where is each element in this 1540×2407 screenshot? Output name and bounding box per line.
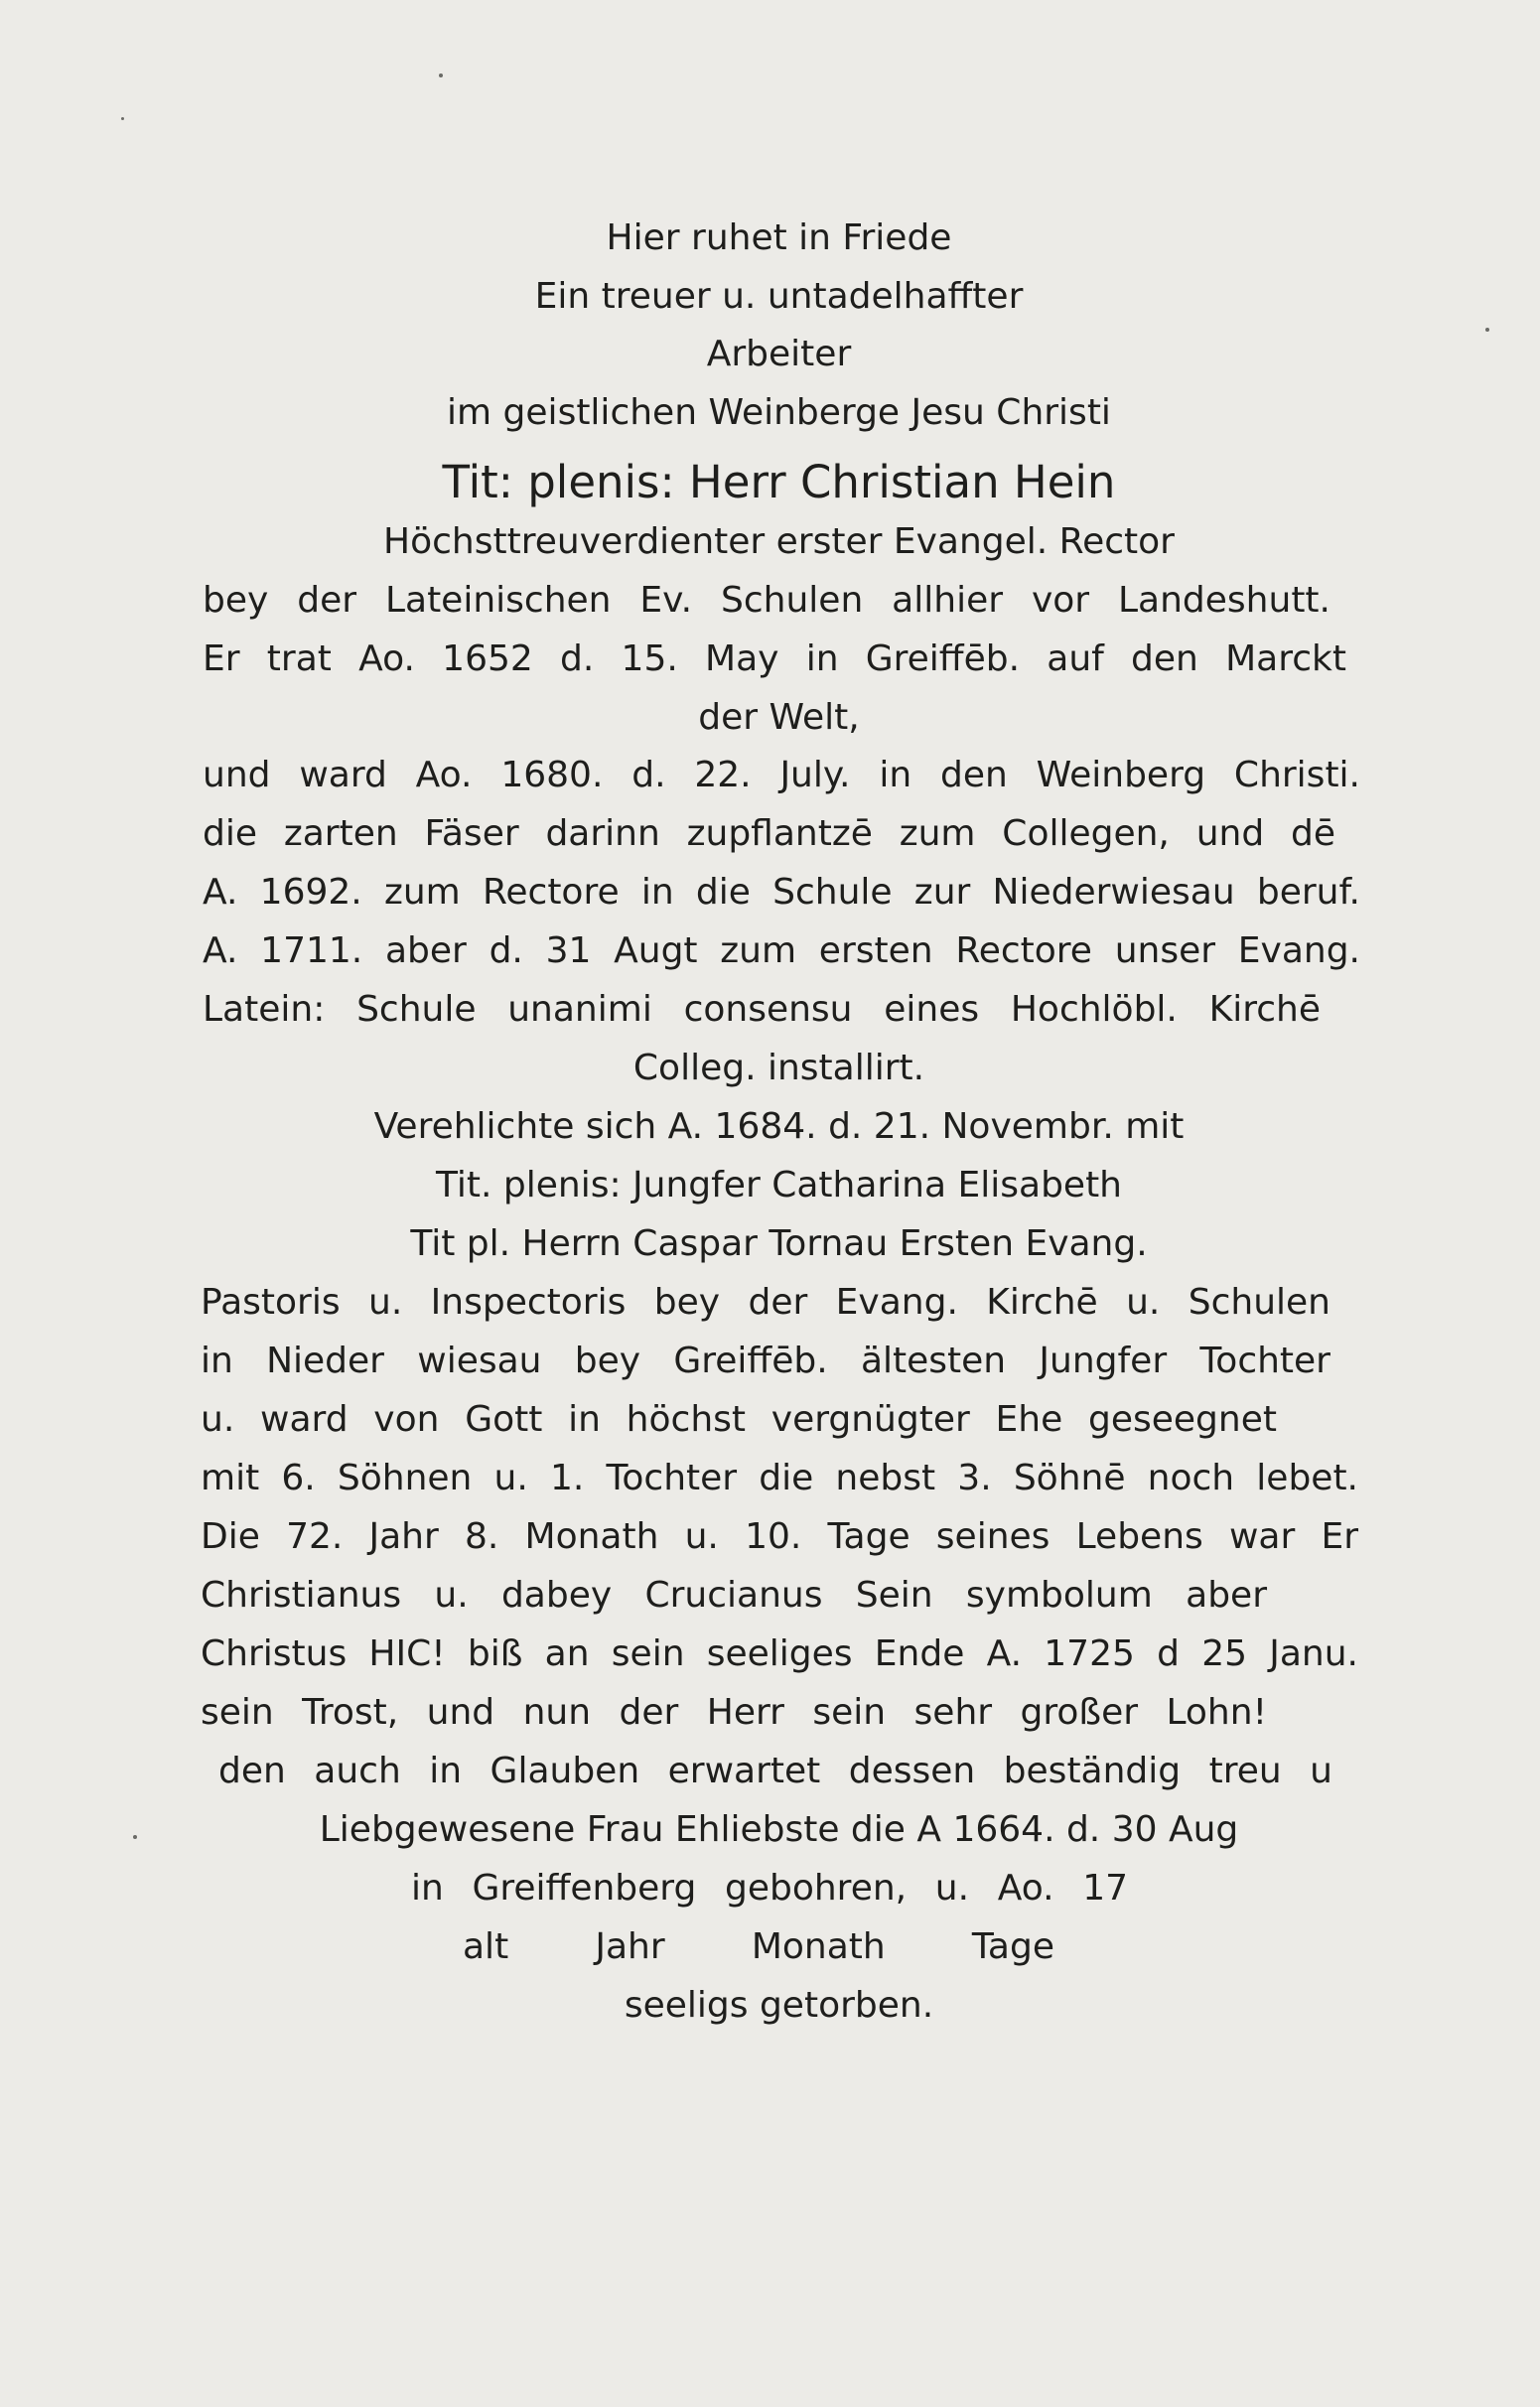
epitaph-line-7: bey der Lateinischen Ev. Schulen allhier vor Landeshutt. [203, 580, 1330, 621]
paper-speck [1485, 328, 1489, 332]
epitaph-line-9: der Welt, [698, 697, 860, 738]
epitaph-line-11: die zarten Fäser darinn zupflantzē zum Collegen, und dē [203, 813, 1335, 854]
epitaph-line-6: Höchsttreuverdienter erster Evangel. Rector [383, 521, 1175, 562]
epitaph-line-27: den auch in Glauben erwartet dessen beständig treu u [218, 1751, 1332, 1791]
paper-speck [439, 73, 443, 77]
epitaph-line-21: u. ward von Gott in höchst vergnügter Ehe geseegnet [201, 1399, 1277, 1440]
epitaph-line-30: alt Jahr Monath Tage [463, 1926, 1054, 1967]
epitaph-line-10: und ward Ao. 1680. d. 22. July. in den Weinberg Christi. [203, 755, 1360, 795]
epitaph-name-line: Tit: plenis: Herr Christian Hein [442, 456, 1116, 508]
epitaph-line-24: Christianus u. dabey Crucianus Sein symbolum aber [201, 1575, 1267, 1616]
epitaph-line-12: A. 1692. zum Rectore in die Schule zur Niederwiesau beruf. [203, 872, 1360, 913]
epitaph-line-8: Er trat Ao. 1652 d. 15. May in Greiffēb. auf den Marckt [203, 638, 1346, 679]
epitaph-line-17: Tit. plenis: Jungfer Catharina Elisabeth [435, 1165, 1122, 1205]
epitaph-line-29: in Greiffenberg gebohren, u. Ao. 17 [411, 1868, 1128, 1909]
epitaph-line-23: Die 72. Jahr 8. Monath u. 10. Tage seines Lebens war Er [201, 1516, 1358, 1557]
epitaph-line-25: Christus HIC! biß an sein seeliges Ende A. 1725 d 25 Janu. [201, 1633, 1358, 1674]
epitaph-line-31: seeligs getorben. [624, 1985, 934, 2026]
epitaph-line-1: Hier ruhet in Friede [606, 217, 952, 258]
epitaph-line-19: Pastoris u. Inspectoris bey der Evang. Kirchē u. Schulen [201, 1282, 1330, 1323]
epitaph-line-18: Tit pl. Herrn Caspar Tornau Ersten Evang. [410, 1223, 1148, 1264]
epitaph-line-15: Colleg. installirt. [632, 1048, 925, 1088]
epitaph-line-14: Latein: Schule unanimi consensu eines Hochlöbl. Kirchē [203, 989, 1321, 1030]
epitaph-line-13: A. 1711. aber d. 31 Augt zum ersten Rectore unser Evang. [203, 930, 1360, 971]
epitaph-line-2: Ein treuer u. untadelhaffter [534, 276, 1024, 317]
epitaph-line-28: Liebgewesene Frau Ehliebste die A 1664. d. 30 Aug [319, 1809, 1239, 1850]
epitaph-line-4: im geistlichen Weinberge Jesu Christi [447, 392, 1111, 433]
epitaph-line-26: sein Trost, und nun der Herr sein sehr großer Lohn! [201, 1692, 1267, 1733]
epitaph-line-20: in Nieder wiesau bey Greiffēb. ältesten Jungfer Tochter [201, 1341, 1330, 1381]
epitaph-line-3: Arbeiter [706, 334, 852, 374]
epitaph-line-22: mit 6. Söhnen u. 1. Tochter die nebst 3. Söhnē noch lebet. [201, 1458, 1358, 1498]
paper-speck [121, 117, 124, 120]
epitaph-line-16: Verehlichte sich A. 1684. d. 21. Novembr. mit [373, 1106, 1185, 1147]
paper-speck [133, 1835, 137, 1839]
